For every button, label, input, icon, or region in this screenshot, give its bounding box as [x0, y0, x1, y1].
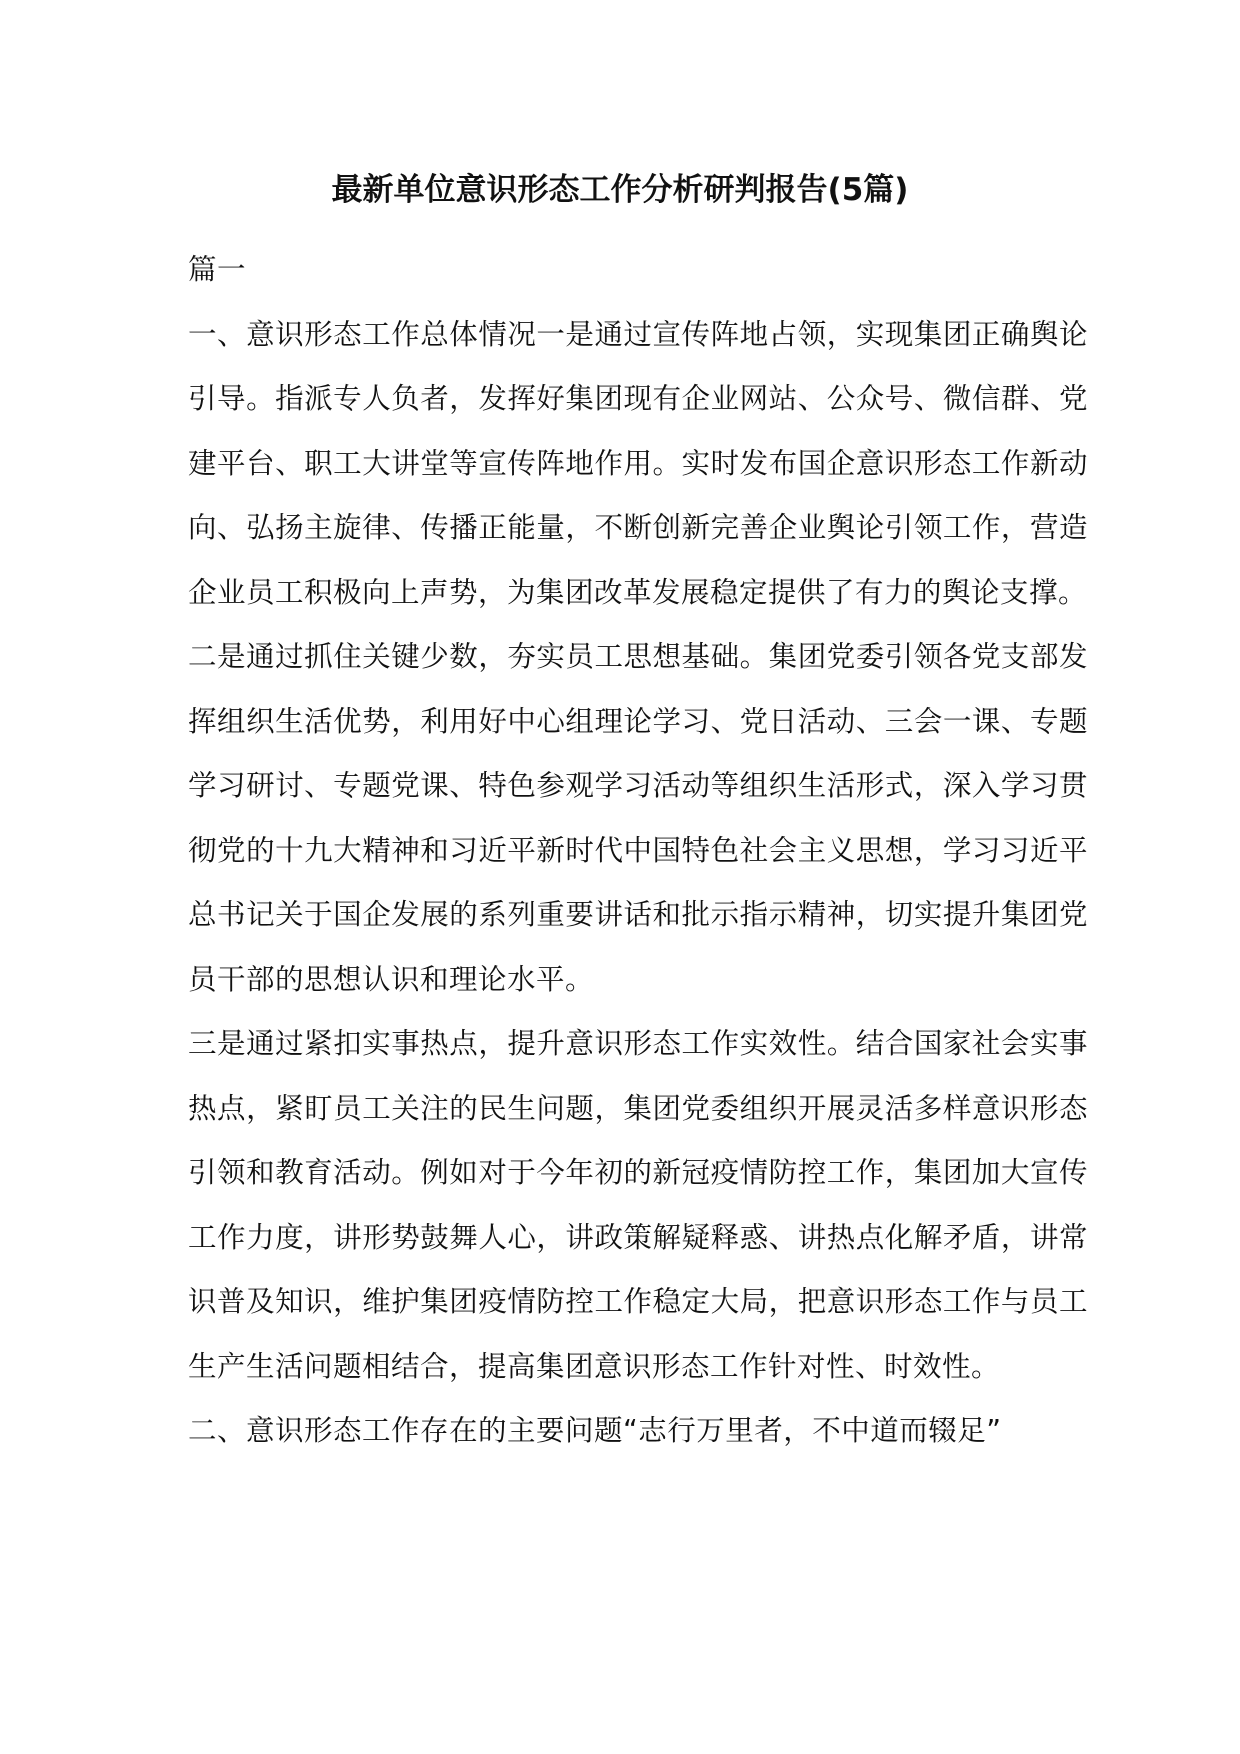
document-title: 最新单位意识形态工作分析研判报告(5篇)	[331, 172, 909, 208]
document-body	[188, 238, 1088, 1464]
paragraph: 二是通过抓住关键少数，夯实员工思想基础。集团党委引领各党支部发挥组织生活优势，利用好中心组理论学习、党日活动、三会一课、专题学习研讨、专题党课、特色参观学习活动等组织生活形式，深入学习贯彻党的十九大精神和习近平新时代中国特色社会主义思想，学习习近平总书记关于国企发展的系列重要讲话和批示指示精神，切实提升集团党员干部的思想认识和理论水平。	[188, 640, 1088, 996]
paragraph: 三是通过紧扣实事热点，提升意识形态工作实效性。结合国家社会实事热点，紧盯员工关注的民生问题，集团党委组织开展灵活多样意识形态引领和教育活动。例如对于今年初的新冠疫情防控工作，集团加大宣传工作力度，讲形势鼓舞人心，讲政策解疑释惑、讲热点化解矛盾，讲常识普及知识，维护集团疫情防控工作稳定大局，把意识形态工作与员工生产生活问题相结合，提高集团意识形态工作针对性、时效性。	[188, 1027, 1088, 1383]
paragraph: 一、意识形态工作总体情况一是通过宣传阵地占领，实现集团正确舆论引导。指派专人负者，发挥好集团现有企业网站、公众号、微信群、党建平台、职工大讲堂等宣传阵地作用。实时发布国企意识形态工作新动向、弘扬主旋律、传播正能量，不断创新完善企业舆论引领工作，营造企业员工积极向上声势，为集团改革发展稳定提供了有力的舆论支撑。	[188, 317, 1088, 609]
paragraph: 二、意识形态工作存在的主要问题“志行万里者，不中道而辍足”	[188, 1414, 1002, 1447]
section-heading: 篇一	[188, 253, 247, 286]
